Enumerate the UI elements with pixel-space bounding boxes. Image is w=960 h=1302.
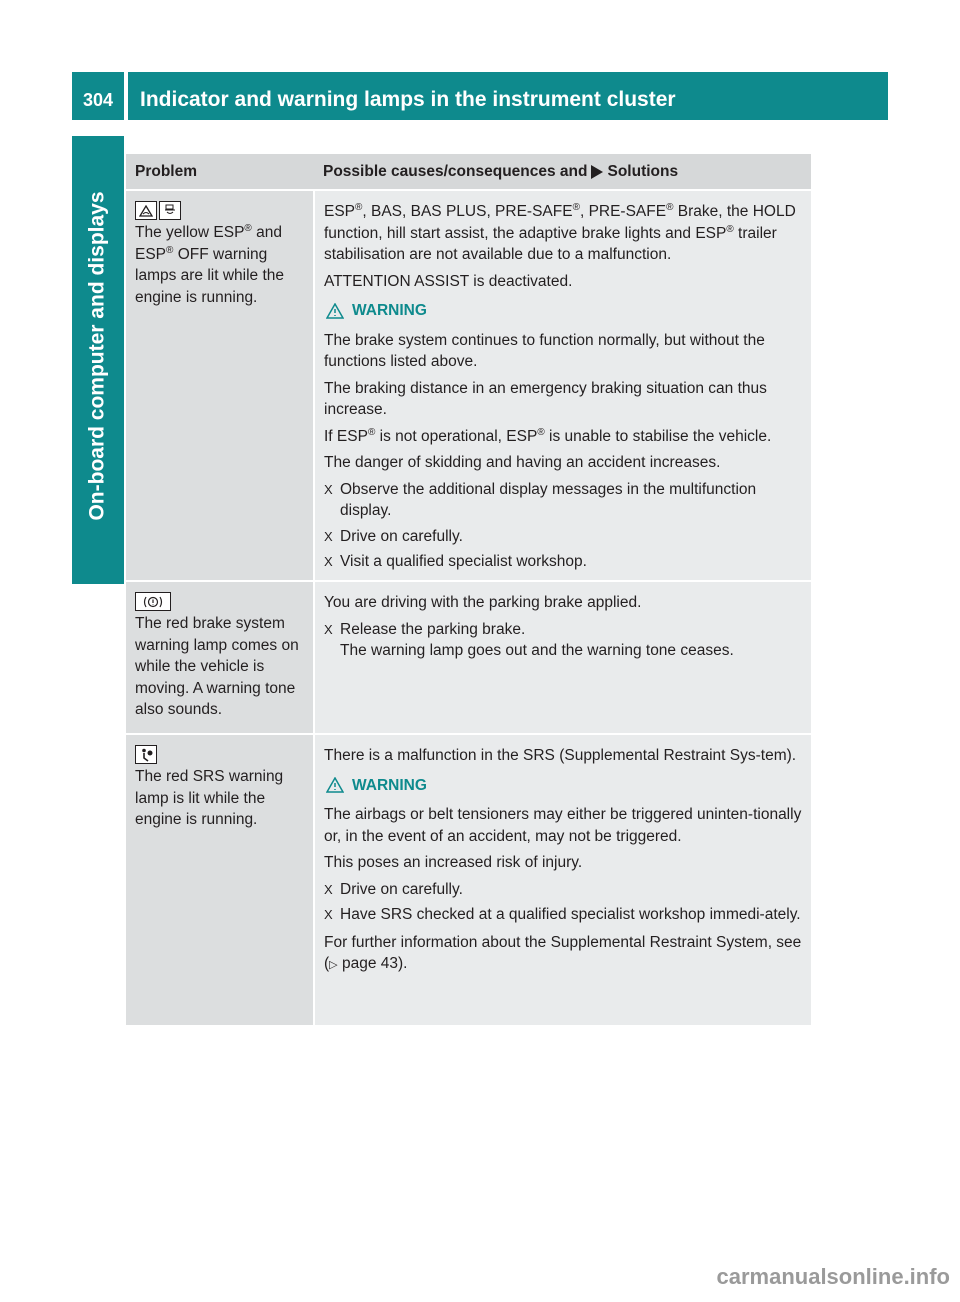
instruction-step: X Drive on carefully.: [324, 879, 805, 901]
warning-triangle-icon: [326, 777, 344, 793]
page-title: Indicator and warning lamps in the instrument cluster: [128, 72, 888, 120]
lamp-table: [126, 154, 811, 1025]
solution-cell: You are driving with the parking brake applied. X Release the parking brake. The warning lamp goes out and the warning tone ceases.: [315, 582, 811, 733]
esp-off-icon: [159, 201, 181, 220]
page-number: 304: [72, 72, 124, 120]
instruction-step: X Visit a qualified specialist workshop.: [324, 551, 805, 573]
table-row: [126, 735, 811, 1025]
page-header: [72, 72, 888, 120]
problem-cell: The red SRS warning lamp is lit while the engine is running.: [126, 735, 313, 1025]
column-problem: Problem: [135, 162, 198, 180]
srs-warning-icon: [135, 745, 157, 764]
instruction-step: X Release the parking brake. The warning lamp goes out and the warning tone ceases.: [324, 619, 805, 662]
esp-warning-icon: [135, 201, 157, 220]
warning-heading: WARNING: [324, 300, 805, 322]
side-tab: [72, 136, 124, 584]
page-reference-link[interactable]: page 43: [341, 955, 398, 972]
warning-triangle-icon: [326, 303, 344, 319]
step-arrow-icon: X: [324, 907, 333, 922]
attention-assist-text: ATTENTION ASSIST is deactivated.: [324, 272, 573, 290]
instruction-step: X Have SRS checked at a qualified specialist workshop immedi-ately.: [324, 904, 805, 926]
page-ref-icon: ▷: [329, 959, 338, 971]
warning-heading: WARNING: [324, 775, 805, 797]
watermark: carmanualsonline.info: [716, 1264, 950, 1289]
step-arrow-icon: X: [324, 881, 333, 897]
problem-cell: The yellow ESP® and ESP® OFF warning lamps are lit while the engine is running.: [126, 191, 313, 580]
instruction-step: X Observe the additional display messages in the multifunction display.: [324, 479, 805, 522]
column-solutions: Possible causes/consequences and Solutions: [323, 162, 679, 180]
table-row: [126, 582, 811, 733]
table-header: [126, 154, 811, 189]
solution-cell: ESP®, BAS, BAS PLUS, PRE-SAFE®, PRE-SAFE® Brake, the HOLD function, hill start assist, the adaptive brake lights and ESP® trailer stabilisation are not available due to a malfunction. ATTENTION ASSIST is deactivated. WARNING The brake system continues to function normally, but without the functions listed above. The braking distance in an emergency braking situation can thus increase. If ESP® is not operational, ESP® is unable to stabilise the vehicle. The danger of skidding and having an accident increases. X Observe the additional display messages in the multifunction display. X Drive on carefully. X Visit a qualified specialist workshop.: [315, 191, 811, 580]
step-arrow-icon: X: [324, 528, 333, 544]
step-arrow-icon: X: [324, 554, 333, 569]
solution-cell: There is a malfunction in the SRS (Supplemental Restraint Sys-tem). WARNING The airbags or belt tensioners may either be triggered uninten-tionally or, in the event of an accident, may not be triggered. This poses an increased risk of injury. X Drive on carefully. X Have SRS checked at a qualified specialist workshop immedi-ately. For further information about the Supplemental Restraint System, see (▷ page 43).: [315, 735, 811, 1025]
side-tab-label: On-board computer and displays: [86, 191, 109, 521]
step-arrow-icon: X: [324, 481, 333, 497]
step-arrow-icon: X: [324, 621, 333, 637]
problem-cell: The red brake system warning lamp comes on while the vehicle is moving. A warning tone also sounds.: [126, 582, 313, 733]
table-row: [126, 191, 811, 580]
instruction-step: X Drive on carefully.: [324, 526, 805, 548]
play-arrow-icon: [591, 165, 603, 179]
brake-warning-icon: [135, 592, 171, 611]
